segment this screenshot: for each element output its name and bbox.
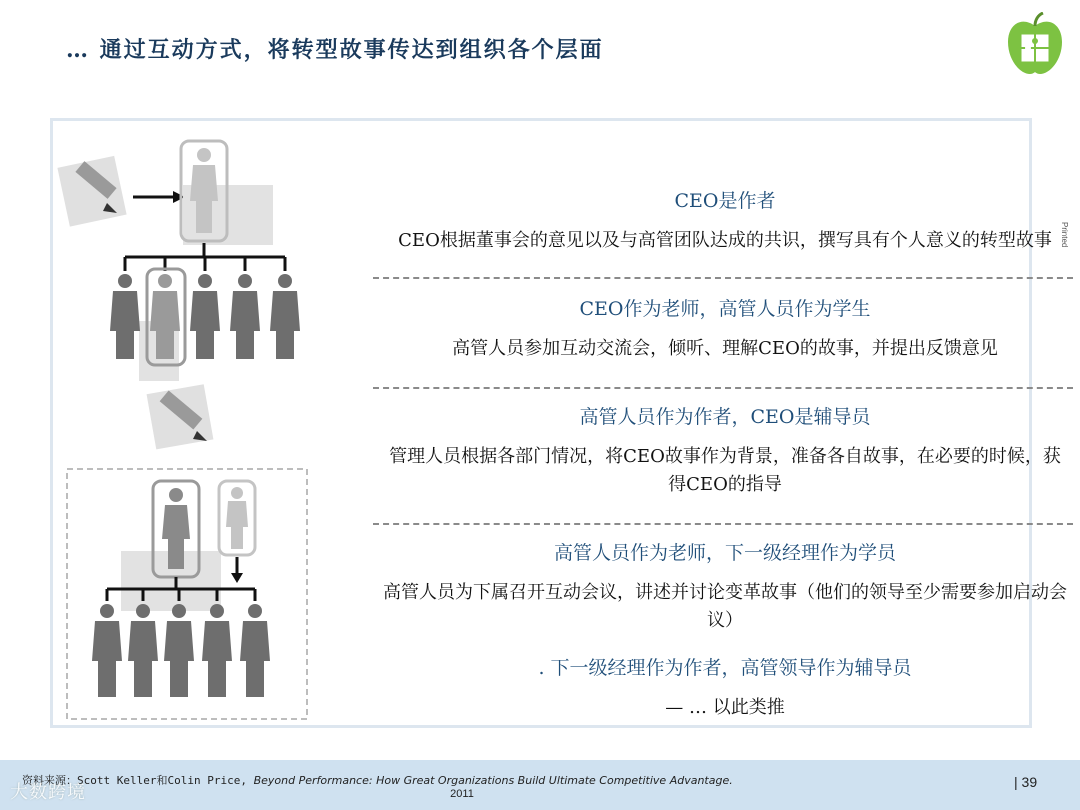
section-3 (375, 403, 1075, 499)
etc-text: — … 以此类推 (665, 697, 785, 718)
pencil-icon (57, 156, 126, 227)
staff-figures-bottom (92, 604, 270, 697)
org-illustration (53, 121, 373, 725)
section-body: CEO根据董事会的意见以及与高管团队达成的共识，撰写具有个人意义的转型故事 (398, 230, 1052, 251)
source-prefix: 资料来源：Scott Keller和Colin Price, (22, 774, 247, 787)
section-2 (375, 295, 1075, 363)
staff-figures-top (110, 274, 300, 359)
page-number: | 39 (1014, 774, 1038, 790)
section-heading: 高管人员作为老师，下一级经理作为学员 (553, 542, 896, 564)
divider (373, 277, 1073, 279)
divider (373, 387, 1073, 389)
section-4 (375, 539, 1075, 635)
next-step-text: . 下一级经理作为作者，高管领导作为辅导员 (538, 657, 912, 679)
watermark: 大数跨境 (10, 782, 86, 803)
source-book: Beyond Performance: How Great Organizations Build Ultimate Competitive Advantage. (253, 774, 733, 787)
section-heading: CEO作为老师，高管人员作为学生 (579, 298, 871, 320)
divider (373, 523, 1073, 525)
pencil-icon-2 (147, 384, 214, 449)
page-title: … 通过互动方式，将转型故事传达到组织各个层面 (66, 37, 604, 63)
section-1 (375, 187, 1075, 255)
source-year: 2011 (450, 788, 474, 800)
side-label: Printed (1060, 222, 1069, 248)
section-body: 高管人员参加互动交流会，倾听、理解CEO的故事，并提出反馈意见 (452, 338, 998, 359)
footer-bar (0, 760, 1080, 810)
source-note (22, 772, 902, 800)
section-heading: CEO是作者 (674, 190, 776, 212)
apple-puzzle-icon (1004, 12, 1066, 76)
section-body: 高管人员为下属召开互动会议，讲述并讨论变革故事（他们的领导至少需要参加启动会议） (383, 582, 1067, 631)
section-heading: 高管人员作为作者，CEO是辅导员 (579, 406, 871, 428)
section-body: 管理人员根据各部门情况，将CEO故事作为背景，准备各自故事，在必要的时候，获得CEO的指导 (389, 446, 1061, 495)
